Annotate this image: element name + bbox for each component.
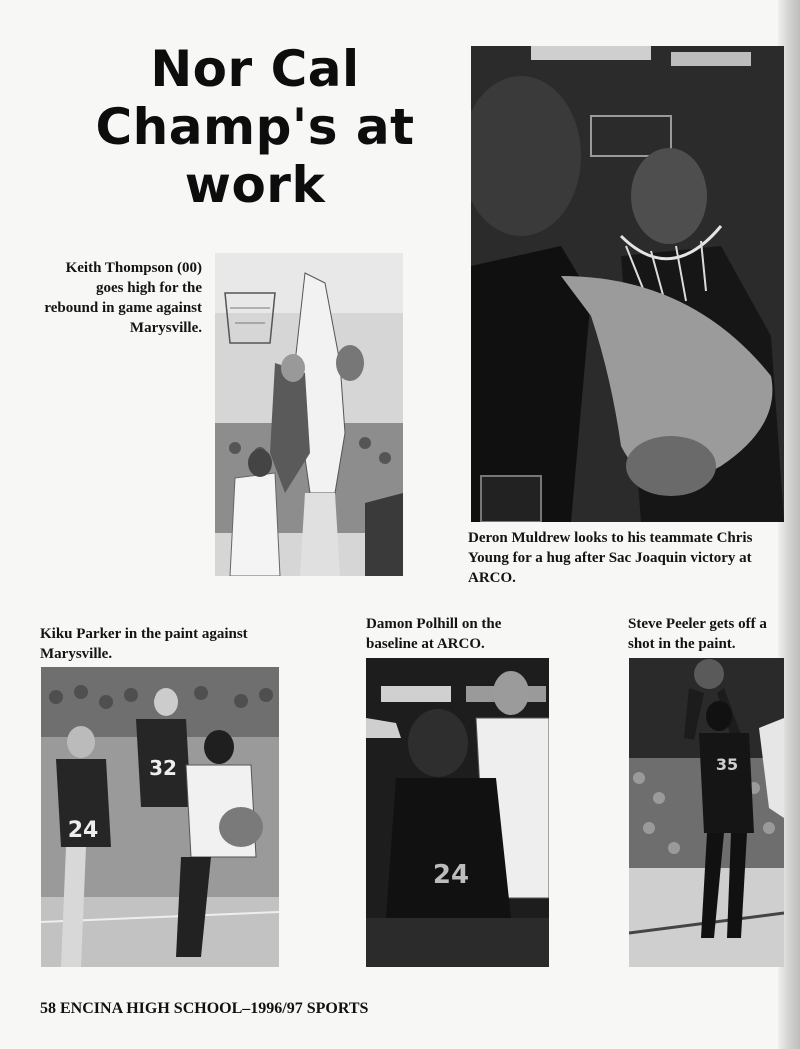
svg-text:35: 35 [715, 755, 739, 774]
title-line-1: Nor Cal [150, 40, 360, 98]
photo-kiku-parker-paint [41, 667, 279, 967]
photo-deron-muldrew-hug [471, 46, 784, 522]
svg-text:32: 32 [149, 756, 177, 780]
photo-damon-polhill-baseline [366, 658, 549, 967]
caption-damon-polhill: Damon Polhill on the baseline at ARCO. [366, 616, 502, 652]
page-title [40, 40, 470, 214]
page-footer: 58 ENCINA HIGH SCHOOL–1996/97 SPORTS [40, 1000, 369, 1017]
title-line-2: Champ's at work [95, 98, 415, 214]
caption-kiku-parker: Kiku Parker in the paint against Marysville. [40, 626, 248, 662]
caption-steve-peeler: Steve Peeler gets off a shot in the paint. [628, 616, 767, 652]
caption-deron-muldrew: Deron Muldrew looks to his teammate Chris Young for a hug after Sac Joaquin victory at ARCO. [468, 530, 753, 586]
svg-text:24: 24 [432, 860, 470, 890]
photo-keith-thompson-rebound [215, 253, 403, 576]
svg-text:24: 24 [67, 818, 99, 843]
caption-keith-thompson: Keith Thompson (00) goes high for the rebound in game against Marysville. [44, 260, 202, 336]
photo-steve-peeler-shot [629, 658, 784, 967]
